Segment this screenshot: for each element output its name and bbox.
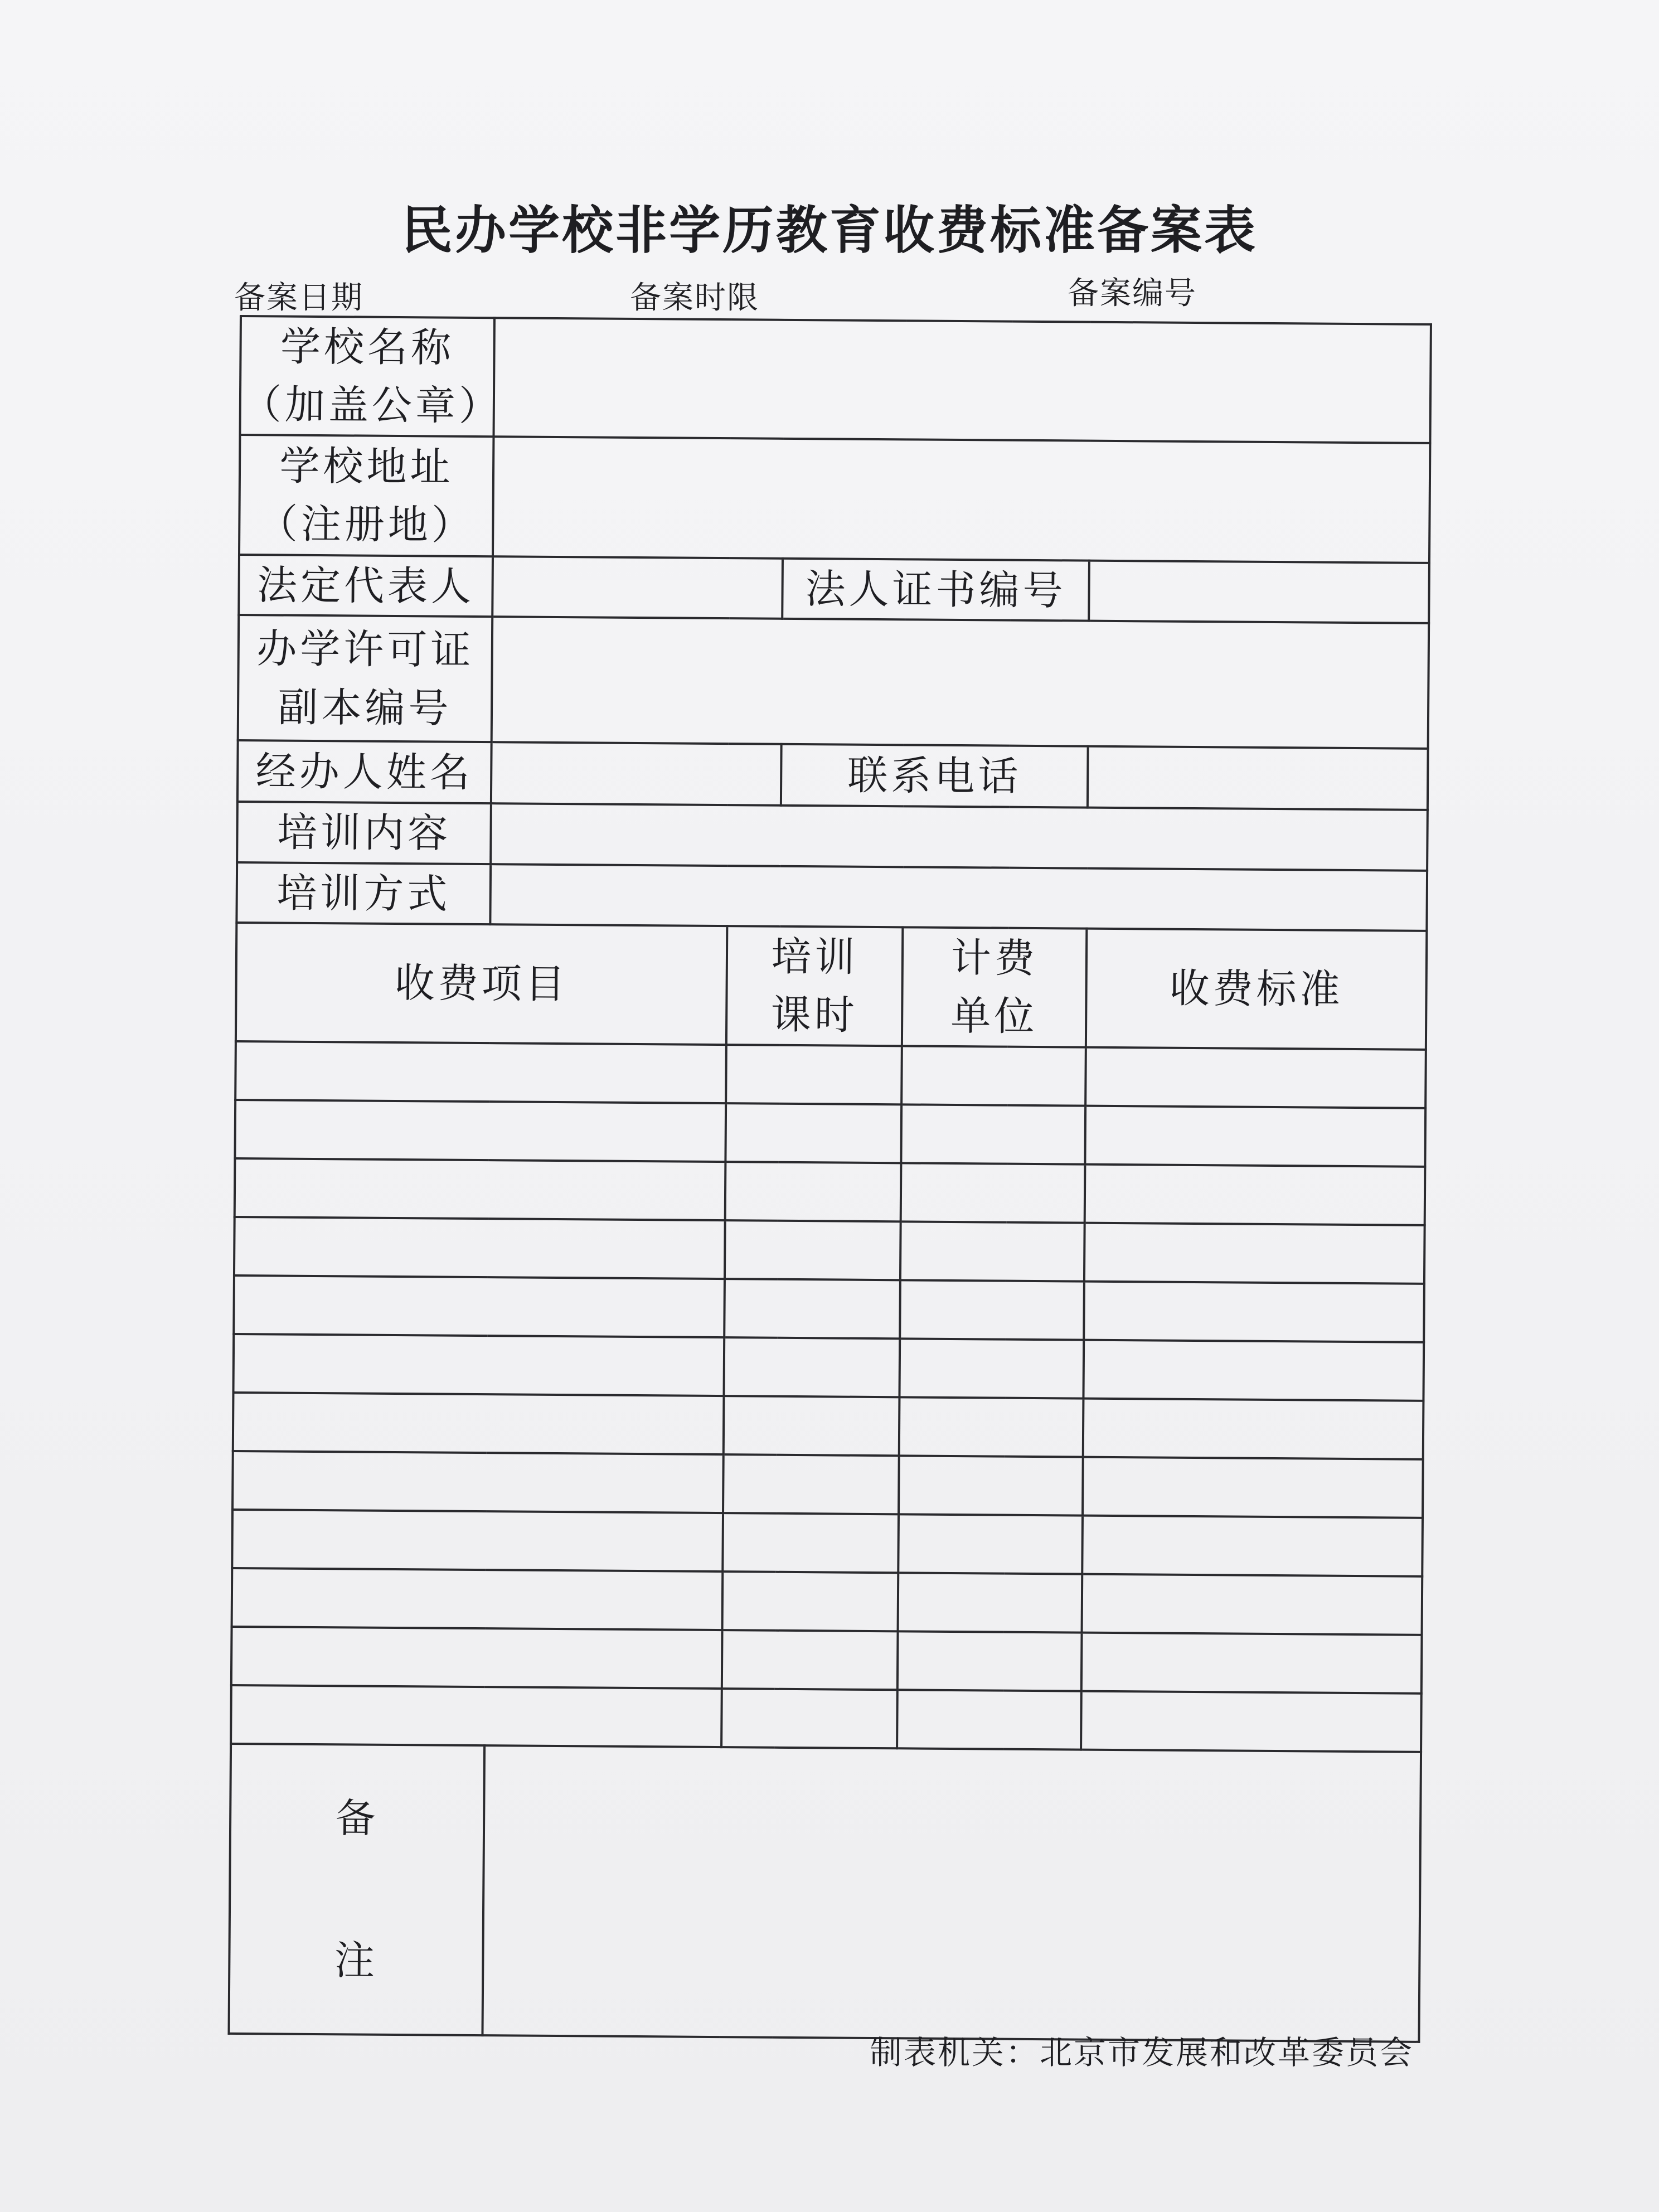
fee-row [235, 1158, 1425, 1225]
form-title: 民办学校非学历教育收费标准备案表 [401, 200, 1258, 260]
legal-rep-row [239, 555, 1429, 623]
handler-name-label: 经办人姓名 [237, 740, 492, 803]
fee-standard-cell[interactable] [1082, 1515, 1423, 1576]
fee-row [234, 1217, 1425, 1284]
school-name-field[interactable] [493, 318, 1431, 443]
fee-standard-cell[interactable] [1083, 1340, 1424, 1400]
fee-item-cell[interactable] [235, 1041, 726, 1103]
fee-standard-cell[interactable] [1081, 1691, 1422, 1752]
training-hours-cell[interactable] [723, 1454, 899, 1514]
training-hours-cell[interactable] [724, 1337, 900, 1397]
filing-date-label: 备案日期 [234, 280, 363, 316]
remarks-char-1: 备 [335, 1794, 379, 1842]
remarks-field[interactable] [482, 1745, 1421, 2042]
training-method-row [236, 862, 1427, 931]
billing-unit-cell[interactable] [900, 1221, 1085, 1281]
fee-row [233, 1393, 1424, 1459]
billing-unit-cell[interactable] [900, 1280, 1084, 1340]
legal-rep-field[interactable] [492, 556, 783, 619]
training-hours-cell[interactable] [725, 1103, 901, 1163]
school-address-row [239, 435, 1430, 563]
remarks-row [229, 1744, 1421, 2042]
fee-standard-header: 收费标准 [1086, 929, 1427, 1050]
fee-standard-cell[interactable] [1082, 1574, 1423, 1634]
fee-standard-cell[interactable] [1085, 1105, 1425, 1166]
billing-unit-cell[interactable] [899, 1456, 1083, 1515]
fee-item-cell[interactable] [232, 1568, 723, 1630]
fee-item-cell[interactable] [235, 1158, 726, 1220]
fee-row [231, 1685, 1422, 1752]
handler-row [237, 740, 1428, 810]
fee-standard-cell[interactable] [1085, 1164, 1425, 1225]
fee-row [234, 1334, 1424, 1401]
fee-header-row [236, 923, 1427, 1050]
training-hours-cell[interactable] [724, 1279, 900, 1338]
training-hours-cell[interactable] [721, 1689, 898, 1748]
fee-item-cell[interactable] [231, 1627, 722, 1689]
fee-row [234, 1275, 1424, 1342]
contact-phone-label: 联系电话 [781, 744, 1088, 808]
training-hours-cell[interactable] [725, 1220, 901, 1280]
filing-form-table [227, 315, 1432, 2043]
training-hours-cell[interactable] [722, 1571, 899, 1631]
fee-standard-cell[interactable] [1084, 1281, 1424, 1342]
billing-unit-cell[interactable] [897, 1690, 1081, 1749]
billing-unit-header: 计费 单位 [902, 927, 1086, 1047]
license-no-label: 办学许可证 副本编号 [238, 615, 493, 742]
training-hours-cell[interactable] [722, 1630, 898, 1690]
billing-unit-cell[interactable] [898, 1514, 1083, 1574]
fee-item-cell[interactable] [232, 1451, 724, 1513]
fee-item-cell[interactable] [231, 1685, 722, 1747]
fee-item-cell[interactable] [233, 1393, 724, 1454]
handler-name-field[interactable] [491, 742, 782, 806]
school-address-field[interactable] [493, 436, 1430, 563]
billing-unit-cell[interactable] [901, 1046, 1086, 1105]
fee-row [232, 1568, 1423, 1635]
fee-row [232, 1510, 1423, 1576]
school-address-label: 学校地址 （注册地） [239, 435, 493, 556]
fee-item-cell[interactable] [234, 1275, 725, 1337]
fee-standard-cell[interactable] [1083, 1398, 1424, 1459]
training-hours-cell[interactable] [724, 1396, 900, 1456]
training-content-field[interactable] [491, 803, 1428, 870]
billing-unit-cell[interactable] [899, 1397, 1084, 1457]
school-name-label: 学校名称 （加盖公章） [240, 316, 494, 436]
fee-standard-cell[interactable] [1081, 1632, 1422, 1693]
school-name-row [240, 316, 1431, 443]
billing-unit-cell[interactable] [901, 1163, 1085, 1223]
fee-item-cell[interactable] [232, 1510, 723, 1571]
fee-standard-cell[interactable] [1084, 1223, 1425, 1283]
filing-form-frame [227, 315, 1430, 2049]
issuing-authority: 制表机关：北京市发展和改革委员会 [870, 2034, 1414, 2072]
billing-unit-cell[interactable] [899, 1338, 1084, 1398]
legal-rep-label: 法定代表人 [239, 555, 493, 617]
training-hours-cell[interactable] [726, 1045, 902, 1104]
training-method-field[interactable] [490, 864, 1427, 931]
license-no-field[interactable] [492, 617, 1429, 749]
training-method-label: 培训方式 [236, 862, 491, 925]
remarks-label-cell [229, 1744, 484, 2035]
fee-row [231, 1627, 1422, 1694]
legal-cert-no-label: 法人证书编号 [782, 559, 1089, 621]
fee-item-header: 收费项目 [236, 923, 727, 1045]
fee-standard-cell[interactable] [1083, 1457, 1423, 1517]
fee-item-cell[interactable] [234, 1217, 725, 1279]
fee-row [235, 1041, 1426, 1108]
training-content-label: 培训内容 [237, 802, 491, 864]
fee-item-cell[interactable] [234, 1334, 725, 1396]
license-no-row [238, 615, 1429, 749]
filing-period-label: 备案时限 [630, 280, 759, 316]
fee-row [235, 1100, 1425, 1167]
training-hours-cell[interactable] [725, 1162, 901, 1221]
remarks-char-2: 注 [334, 1937, 379, 1985]
billing-unit-cell[interactable] [898, 1631, 1082, 1691]
filing-number-label: 备案编号 [1068, 275, 1197, 312]
legal-cert-no-field[interactable] [1089, 560, 1429, 623]
training-content-row [237, 802, 1428, 870]
training-hours-header: 培训 课时 [726, 926, 903, 1046]
contact-phone-field[interactable] [1088, 746, 1428, 810]
fee-rows [231, 1041, 1426, 1752]
billing-unit-cell[interactable] [901, 1104, 1085, 1164]
fee-standard-cell[interactable] [1085, 1047, 1426, 1108]
fee-item-cell[interactable] [235, 1100, 726, 1162]
billing-unit-cell[interactable] [898, 1573, 1083, 1632]
fee-row [232, 1451, 1423, 1518]
training-hours-cell[interactable] [722, 1513, 899, 1573]
